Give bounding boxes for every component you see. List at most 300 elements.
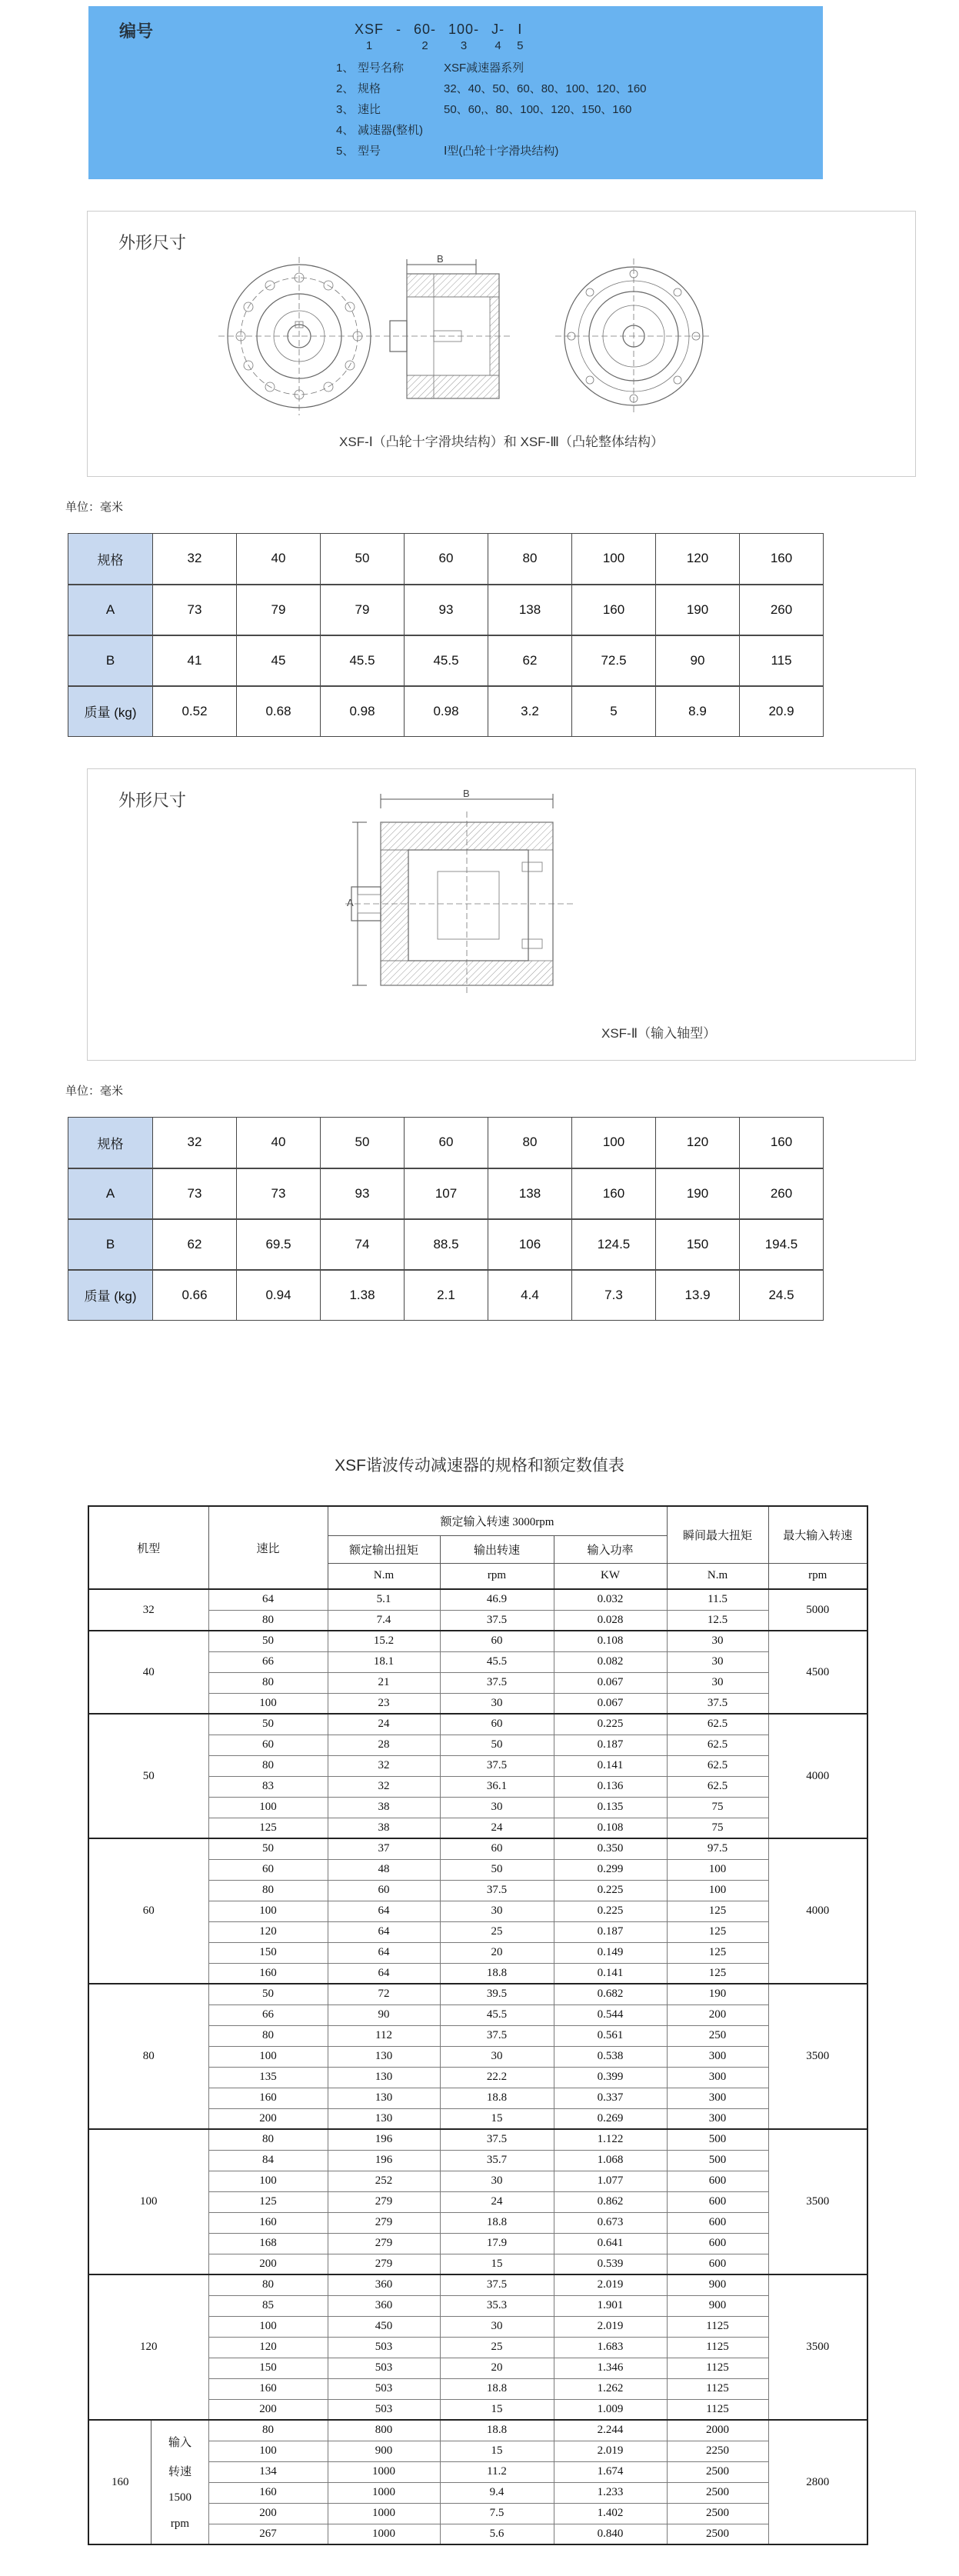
spec-cell: 190	[656, 585, 740, 635]
page	[0, 6, 959, 2545]
max-input-speed-cell: 4000	[768, 1838, 867, 1984]
model-cell: 60	[88, 1838, 208, 1984]
rating-cell: 130	[328, 2108, 440, 2129]
input-speed-note-line: 1500	[168, 2491, 191, 2504]
rating-cell: 500	[667, 2150, 768, 2171]
rating-cell: 38	[328, 1818, 440, 1838]
rating-cell: 20	[440, 1942, 554, 1963]
unit-label-2: 单位：毫米	[65, 1085, 124, 1098]
spec-cell: 13.9	[656, 1270, 740, 1321]
rating-cell: 2500	[667, 2524, 768, 2544]
rating-cell: 84	[208, 2150, 328, 2171]
spec-cell: 190	[656, 1168, 740, 1219]
spec-cell: 160	[572, 1168, 656, 1219]
rating-cell: 125	[208, 1818, 328, 1838]
rating-cell: 5.1	[328, 1589, 440, 1610]
unit-header: rpm	[768, 1563, 867, 1589]
spec-cell: 74	[321, 1219, 405, 1270]
rating-cell: 17.9	[440, 2233, 554, 2254]
spec-row-header: B	[68, 635, 153, 686]
rating-cell: 0.082	[554, 1651, 667, 1672]
rating-cell: 37.5	[440, 2274, 554, 2295]
rating-cell: 62.5	[667, 1776, 768, 1797]
rating-cell: 60	[440, 1714, 554, 1735]
code-legend-number: 5、	[336, 145, 355, 158]
rating-cell: 0.108	[554, 1818, 667, 1838]
code-legend-value: 50、60,、80、100、120、150、160	[444, 103, 632, 116]
rating-cell: 64	[328, 1963, 440, 1984]
rating-cell: 60	[328, 1880, 440, 1901]
spec-row	[68, 534, 824, 585]
code-legend-label: 型号名称	[358, 62, 405, 75]
col-header-model: 机型	[88, 1506, 208, 1589]
code-legend-label: 型号	[358, 145, 381, 158]
rating-cell: 15	[440, 2399, 554, 2420]
rating-cell: 80	[208, 1610, 328, 1631]
spec-cell: 60	[405, 1118, 488, 1168]
code-legend-value: XSF减速器系列	[444, 62, 524, 75]
spec-cell: 160	[740, 1118, 824, 1168]
rating-table	[88, 1505, 868, 2545]
rating-cell: 100	[208, 1797, 328, 1818]
code-legend-number: 1、	[336, 62, 355, 75]
rating-cell: 18.1	[328, 1651, 440, 1672]
rating-cell: 1000	[328, 2482, 440, 2503]
rating-cell: 300	[667, 2046, 768, 2067]
rating-cell: 0.187	[554, 1921, 667, 1942]
rating-cell: 72	[328, 1984, 440, 2004]
rating-cell: 50	[208, 1714, 328, 1735]
spec-cell: 0.66	[153, 1270, 237, 1321]
spec-cell: 32	[153, 1118, 237, 1168]
model-code-example	[355, 22, 647, 52]
code-segment: 60-	[414, 22, 437, 37]
rating-cell: 135	[208, 2067, 328, 2088]
rating-cell: 160	[208, 2482, 328, 2503]
spec-cell: 60	[405, 534, 488, 585]
rating-cell: 134	[208, 2461, 328, 2482]
rating-cell: 45.5	[440, 1651, 554, 1672]
technical-drawing-front-and-section-views	[203, 254, 803, 419]
rating-cell: 0.187	[554, 1735, 667, 1755]
spec-row	[68, 635, 824, 686]
spec-row-header: 质量 (kg)	[68, 1270, 153, 1321]
rating-cell: 64	[328, 1921, 440, 1942]
spec-cell: 41	[153, 635, 237, 686]
max-input-speed-cell: 3500	[768, 1984, 867, 2129]
rating-cell: 503	[328, 2399, 440, 2420]
rating-cell: 38	[328, 1797, 440, 1818]
spec-cell: 3.2	[488, 686, 572, 737]
rating-cell: 80	[208, 2420, 328, 2441]
spec-cell: 80	[488, 1118, 572, 1168]
rating-cell: 18.8	[440, 2420, 554, 2441]
rating-cell: 1000	[328, 2524, 440, 2544]
rating-cell: 0.225	[554, 1880, 667, 1901]
col-subheader: 输出转速	[440, 1535, 554, 1563]
rating-cell: 2000	[667, 2420, 768, 2441]
rating-cell: 30	[667, 1631, 768, 1651]
rating-cell: 15	[440, 2441, 554, 2461]
spec-cell: 45	[237, 635, 321, 686]
rating-cell: 267	[208, 2524, 328, 2544]
rating-cell: 0.032	[554, 1589, 667, 1610]
code-column	[396, 22, 401, 52]
rating-cell: 300	[667, 2067, 768, 2088]
rating-cell: 503	[328, 2378, 440, 2399]
model-cell: 32	[88, 1589, 208, 1631]
rating-cell: 90	[328, 2004, 440, 2025]
rating-cell: 62.5	[667, 1714, 768, 1735]
rating-cell: 30	[667, 1651, 768, 1672]
max-input-speed-cell: 3500	[768, 2129, 867, 2274]
rating-cell: 62.5	[667, 1755, 768, 1776]
code-legend-label: 规格	[358, 82, 381, 95]
model-code-content	[336, 22, 647, 162]
spec-cell: 260	[740, 585, 824, 635]
rating-cell: 37.5	[440, 2129, 554, 2150]
max-input-speed-cell: 2800	[768, 2420, 867, 2544]
spec-cell: 124.5	[572, 1219, 656, 1270]
rating-cell: 0.028	[554, 1610, 667, 1631]
spec-cell: 62	[153, 1219, 237, 1270]
spec-cell: 79	[321, 585, 405, 635]
rating-cell: 1.077	[554, 2171, 667, 2191]
rating-row	[88, 2420, 867, 2441]
col-header-ratio: 速比	[208, 1506, 328, 1589]
code-legend-item	[336, 99, 647, 120]
rating-cell: 0.269	[554, 2108, 667, 2129]
rating-cell: 37.5	[440, 1672, 554, 1693]
rating-cell: 37.5	[440, 1755, 554, 1776]
rating-cell: 160	[208, 2088, 328, 2108]
spec-cell: 45.5	[405, 635, 488, 686]
code-legend-number: 4、	[336, 124, 355, 137]
rating-cell: 50	[208, 1631, 328, 1651]
spec-row	[68, 686, 824, 737]
rating-cell: 80	[208, 2274, 328, 2295]
rating-cell: 30	[440, 2046, 554, 2067]
rating-cell: 200	[208, 2254, 328, 2274]
input-speed-note-line: 输入	[168, 2436, 191, 2449]
spec-cell: 0.52	[153, 686, 237, 737]
spec-cell: 100	[572, 1118, 656, 1168]
rating-cell: 0.108	[554, 1631, 667, 1651]
code-segment: Ⅰ	[518, 22, 523, 37]
rating-cell: 503	[328, 2337, 440, 2358]
rating-cell: 23	[328, 1693, 440, 1714]
dimension-label-b: B	[463, 788, 470, 799]
code-legend-item	[336, 58, 647, 78]
rating-cell: 80	[208, 1672, 328, 1693]
rating-cell: 2500	[667, 2482, 768, 2503]
code-legend-label: 速比	[358, 103, 381, 116]
rating-cell: 0.136	[554, 1776, 667, 1797]
spec-cell: 115	[740, 635, 824, 686]
spec-row-header: A	[68, 1168, 153, 1219]
rating-cell: 46.9	[440, 1589, 554, 1610]
rating-cell: 18.8	[440, 2212, 554, 2233]
rating-cell: 1.683	[554, 2337, 667, 2358]
max-input-speed-cell: 5000	[768, 1589, 867, 1631]
code-segment-index: 2	[421, 39, 428, 52]
model-split-wrap	[89, 2421, 208, 2544]
rating-cell: 37	[328, 1838, 440, 1859]
rating-cell: 12.5	[667, 1610, 768, 1631]
section-title-dimensions-1: 外形尺寸	[118, 233, 187, 252]
rating-cell: 150	[208, 1942, 328, 1963]
rating-cell: 1125	[667, 2399, 768, 2420]
code-segment: -	[396, 22, 402, 37]
rating-cell: 200	[208, 2503, 328, 2524]
spec-cell: 20.9	[740, 686, 824, 737]
rating-cell: 900	[328, 2441, 440, 2461]
rating-cell: 130	[328, 2046, 440, 2067]
rating-cell: 11.2	[440, 2461, 554, 2482]
rating-cell: 35.3	[440, 2295, 554, 2316]
code-legend-item	[336, 141, 647, 162]
spec-cell: 72.5	[572, 635, 656, 686]
rating-cell: 360	[328, 2274, 440, 2295]
rating-cell: 0.067	[554, 1693, 667, 1714]
code-segment: 100-	[448, 22, 480, 37]
code-legend-value: 32、40、50、60、80、100、120、160	[444, 82, 647, 95]
rating-cell: 35.7	[440, 2150, 554, 2171]
col-header-rated-input: 额定输入转速 3000rpm	[328, 1506, 667, 1535]
rating-cell: 66	[208, 2004, 328, 2025]
rating-cell: 900	[667, 2274, 768, 2295]
rating-cell: 50	[208, 1984, 328, 2004]
rating-cell: 21	[328, 1672, 440, 1693]
rating-cell: 18.8	[440, 1963, 554, 1984]
rating-cell: 279	[328, 2191, 440, 2212]
rating-cell: 500	[667, 2129, 768, 2150]
model-value: 160	[111, 2475, 129, 2488]
rating-cell: 1125	[667, 2358, 768, 2378]
rating-cell: 100	[667, 1880, 768, 1901]
spec-cell: 93	[321, 1168, 405, 1219]
rating-cell: 50	[440, 1735, 554, 1755]
spec-cell: 73	[237, 1168, 321, 1219]
rating-row	[88, 1714, 867, 1735]
rating-cell: 1125	[667, 2316, 768, 2337]
rating-cell: 279	[328, 2212, 440, 2233]
rating-cell: 80	[208, 1755, 328, 1776]
rating-cell: 0.561	[554, 2025, 667, 2046]
rating-cell: 150	[208, 2358, 328, 2378]
rating-row	[88, 1589, 867, 1610]
spec-cell: 160	[572, 585, 656, 635]
rating-cell: 200	[667, 2004, 768, 2025]
rating-cell: 30	[667, 1672, 768, 1693]
code-column	[448, 22, 479, 52]
rating-cell: 160	[208, 2378, 328, 2399]
model-cell: 80	[88, 1984, 208, 2129]
unit-label-1: 单位：毫米	[65, 501, 124, 514]
rating-cell: 600	[667, 2171, 768, 2191]
rating-cell: 1.402	[554, 2503, 667, 2524]
spec-row-header: A	[68, 585, 153, 635]
rating-cell: 1.068	[554, 2150, 667, 2171]
spec-cell: 2.1	[405, 1270, 488, 1321]
model-cell: 100	[88, 2129, 208, 2274]
rating-cell: 125	[667, 1963, 768, 1984]
rating-cell: 80	[208, 1880, 328, 1901]
spec-cell: 0.68	[237, 686, 321, 737]
input-speed-note-line: 转速	[168, 2465, 191, 2478]
rating-cell: 0.544	[554, 2004, 667, 2025]
rating-cell: 97.5	[667, 1838, 768, 1859]
rating-cell: 160	[208, 2212, 328, 2233]
rating-cell: 7.5	[440, 2503, 554, 2524]
spec-cell: 0.98	[321, 686, 405, 737]
rating-cell: 450	[328, 2316, 440, 2337]
rating-cell: 0.299	[554, 1859, 667, 1880]
rating-cell: 22.2	[440, 2067, 554, 2088]
technical-drawing-section-view	[345, 788, 584, 1015]
rating-row	[88, 2274, 867, 2295]
rating-cell: 28	[328, 1735, 440, 1755]
rating-cell: 0.149	[554, 1942, 667, 1963]
dimension-label-a: A	[347, 897, 354, 908]
spec-cell: 50	[321, 534, 405, 585]
rating-cell: 100	[208, 1901, 328, 1921]
spec-cell: 90	[656, 635, 740, 686]
dimension-table-2	[68, 1117, 824, 1321]
rating-cell: 200	[208, 2108, 328, 2129]
rating-cell: 18.8	[440, 2378, 554, 2399]
rating-cell: 0.350	[554, 1838, 667, 1859]
rating-cell: 125	[667, 1921, 768, 1942]
rating-cell: 600	[667, 2254, 768, 2274]
dimensions-section-2	[87, 768, 916, 1061]
rating-cell: 125	[667, 1942, 768, 1963]
spec-cell: 45.5	[321, 635, 405, 686]
rating-cell: 300	[667, 2088, 768, 2108]
rating-cell: 30	[440, 1797, 554, 1818]
rating-cell: 168	[208, 2233, 328, 2254]
spec-row	[68, 585, 824, 635]
spec-row-header: 规格	[68, 534, 153, 585]
spec-row-header: 规格	[68, 1118, 153, 1168]
rating-row	[88, 1631, 867, 1651]
input-speed-note	[151, 2421, 208, 2544]
rating-cell: 160	[208, 1963, 328, 1984]
code-legend-item	[336, 78, 647, 99]
spec-cell: 1.38	[321, 1270, 405, 1321]
col-header-max-torque: 瞬间最大扭矩	[667, 1506, 768, 1563]
rating-cell: 100	[208, 2316, 328, 2337]
rating-cell: 24	[328, 1714, 440, 1735]
spec-cell: 106	[488, 1219, 572, 1270]
col-header-max-input-speed: 最大输入转速	[768, 1506, 867, 1563]
code-column	[517, 22, 523, 52]
spec-row-header: B	[68, 1219, 153, 1270]
rating-cell: 75	[667, 1818, 768, 1838]
rating-cell: 15	[440, 2108, 554, 2129]
spec-cell: 138	[488, 585, 572, 635]
rating-cell: 37.5	[440, 2025, 554, 2046]
code-column	[355, 22, 384, 52]
spec-cell: 88.5	[405, 1219, 488, 1270]
spec-cell: 7.3	[572, 1270, 656, 1321]
rating-cell: 60	[440, 1838, 554, 1859]
rating-cell: 83	[208, 1776, 328, 1797]
col-subheader: 输入功率	[554, 1535, 667, 1563]
rating-cell: 503	[328, 2358, 440, 2378]
rating-cell: 100	[667, 1859, 768, 1880]
rating-row	[88, 1838, 867, 1859]
rating-cell: 32	[328, 1776, 440, 1797]
model-code-section	[88, 6, 823, 179]
code-segment: J-	[491, 22, 505, 37]
rating-cell: 2.019	[554, 2441, 667, 2461]
code-legend-value: Ⅰ型(凸轮十字滑块结构)	[444, 145, 559, 158]
rating-cell: 0.539	[554, 2254, 667, 2274]
code-legend-number: 3、	[336, 103, 355, 116]
rating-cell: 100	[208, 2046, 328, 2067]
spec-cell: 5	[572, 686, 656, 737]
spec-row-header: 质量 (kg)	[68, 686, 153, 737]
rating-cell: 100	[208, 2171, 328, 2191]
rating-cell: 600	[667, 2191, 768, 2212]
rating-cell: 64	[208, 1589, 328, 1610]
spec-cell: 4.4	[488, 1270, 572, 1321]
rating-cell: 130	[328, 2088, 440, 2108]
rating-cell: 1.233	[554, 2482, 667, 2503]
rating-cell: 279	[328, 2254, 440, 2274]
input-speed-note-line: rpm	[170, 2518, 190, 2531]
rating-cell: 2250	[667, 2441, 768, 2461]
spec-cell: 120	[656, 534, 740, 585]
spec-cell: 50	[321, 1118, 405, 1168]
spec-cell: 138	[488, 1168, 572, 1219]
rating-cell: 190	[667, 1984, 768, 2004]
rating-cell: 7.4	[328, 1610, 440, 1631]
drawing-caption-1: XSF-Ⅰ（凸轮十字滑块结构）和 XSF-Ⅲ（凸轮整体结构）	[339, 435, 664, 449]
rating-cell: 60	[208, 1735, 328, 1755]
spec-cell: 107	[405, 1168, 488, 1219]
model-cell	[88, 2420, 208, 2544]
spec-cell: 40	[237, 534, 321, 585]
rating-cell: 18.8	[440, 2088, 554, 2108]
rating-cell: 196	[328, 2150, 440, 2171]
spec-cell: 80	[488, 534, 572, 585]
rating-cell: 360	[328, 2295, 440, 2316]
rating-cell: 24	[440, 1818, 554, 1838]
rating-cell: 30	[440, 1693, 554, 1714]
rating-cell: 0.538	[554, 2046, 667, 2067]
rating-cell: 1.122	[554, 2129, 667, 2150]
rating-cell: 85	[208, 2295, 328, 2316]
unit-header: rpm	[440, 1563, 554, 1589]
rating-cell: 0.141	[554, 1963, 667, 1984]
rating-row	[88, 1984, 867, 2004]
rating-cell: 11.5	[667, 1589, 768, 1610]
max-input-speed-cell: 3500	[768, 2274, 867, 2420]
spec-cell: 24.5	[740, 1270, 824, 1321]
rating-cell: 250	[667, 2025, 768, 2046]
code-segment-index: 3	[460, 39, 468, 52]
rating-cell: 37.5	[440, 1610, 554, 1631]
rating-cell: 2500	[667, 2461, 768, 2482]
rating-cell: 48	[328, 1859, 440, 1880]
rating-cell: 37.5	[667, 1693, 768, 1714]
section-title-code: 编号	[119, 22, 154, 41]
rating-cell: 37.5	[440, 1880, 554, 1901]
rating-cell: 200	[208, 2399, 328, 2420]
rating-cell: 80	[208, 2025, 328, 2046]
